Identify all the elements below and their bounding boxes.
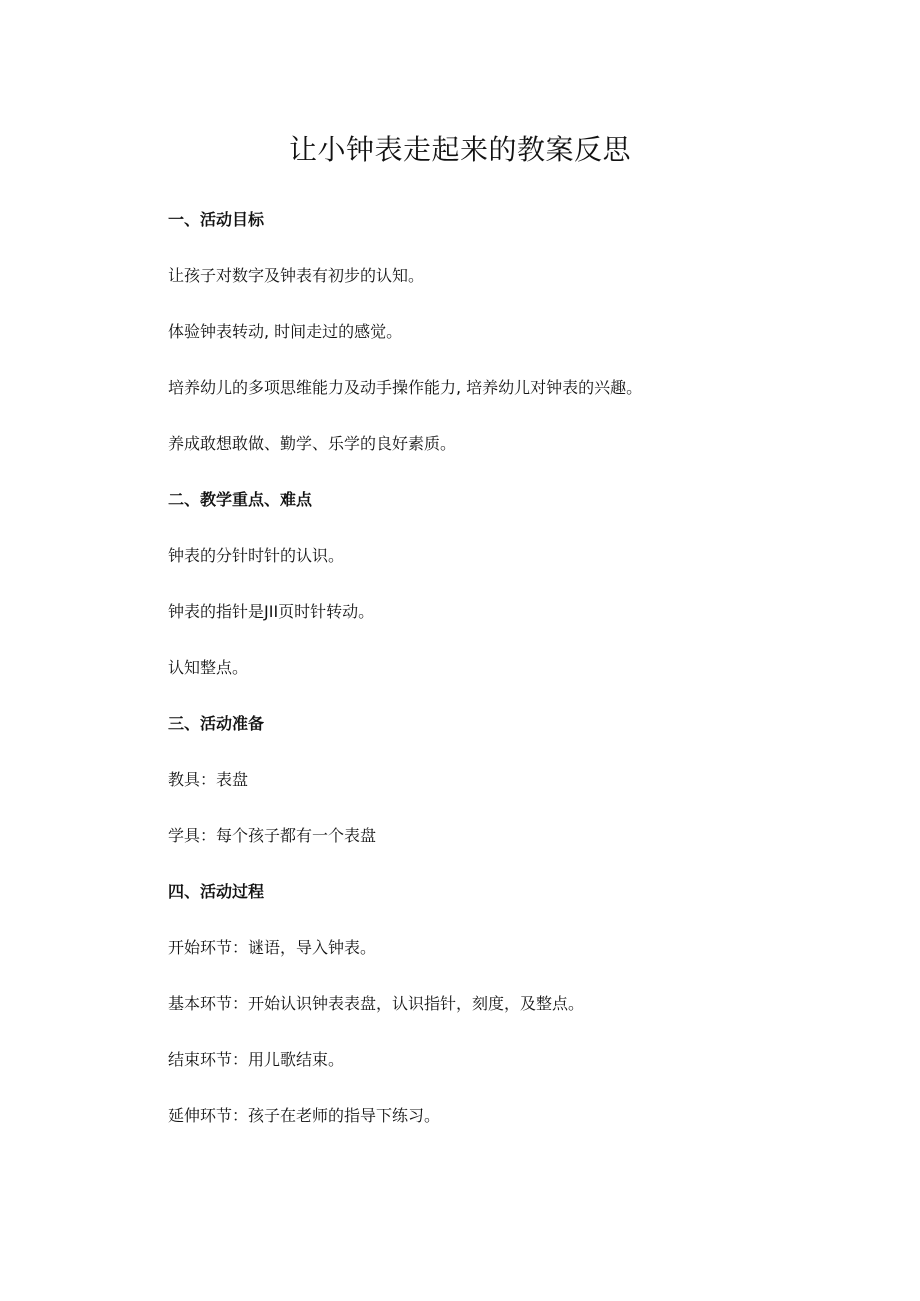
- paragraph: 认知整点。: [168, 658, 249, 677]
- paragraph: 学具：每个孩子都有一个表盘: [168, 826, 377, 845]
- paragraph: 开始环节：谜语，导入钟表。: [168, 938, 377, 957]
- paragraph: 钟表的分针时针的认识。: [168, 546, 345, 565]
- paragraph: 结束环节：用儿歌结束。: [168, 1050, 345, 1069]
- paragraph: 基本环节：开始认识钟表表盘，认识指针，刻度，及整点。: [168, 994, 585, 1013]
- section-heading-process: 四、活动过程: [168, 882, 265, 901]
- document-body: [168, 206, 788, 1158]
- paragraph: 钟表的指针是JII页时针转动。: [168, 602, 375, 621]
- section-heading-key-points: 二、教学重点、难点: [168, 490, 313, 509]
- section-heading-preparation: 三、活动准备: [168, 714, 265, 733]
- paragraph: 让孩子对数字及钟表有初步的认知。: [168, 266, 425, 285]
- section-heading-goals: 一、活动目标: [168, 210, 265, 229]
- paragraph: 体验钟表转动, 时间走过的感觉。: [168, 322, 403, 341]
- paragraph: 培养幼儿的多项思维能力及动手操作能力, 培养幼儿对钟表的兴趣。: [168, 378, 643, 397]
- document-title: 让小钟表走起来的教案反思: [288, 133, 631, 166]
- paragraph: 养成敢想敢做、勤学、乐学的良好素质。: [168, 434, 457, 453]
- paragraph: 延伸环节：孩子在老师的指导下练习。: [168, 1106, 441, 1125]
- paragraph: 教具：表盘: [168, 770, 249, 789]
